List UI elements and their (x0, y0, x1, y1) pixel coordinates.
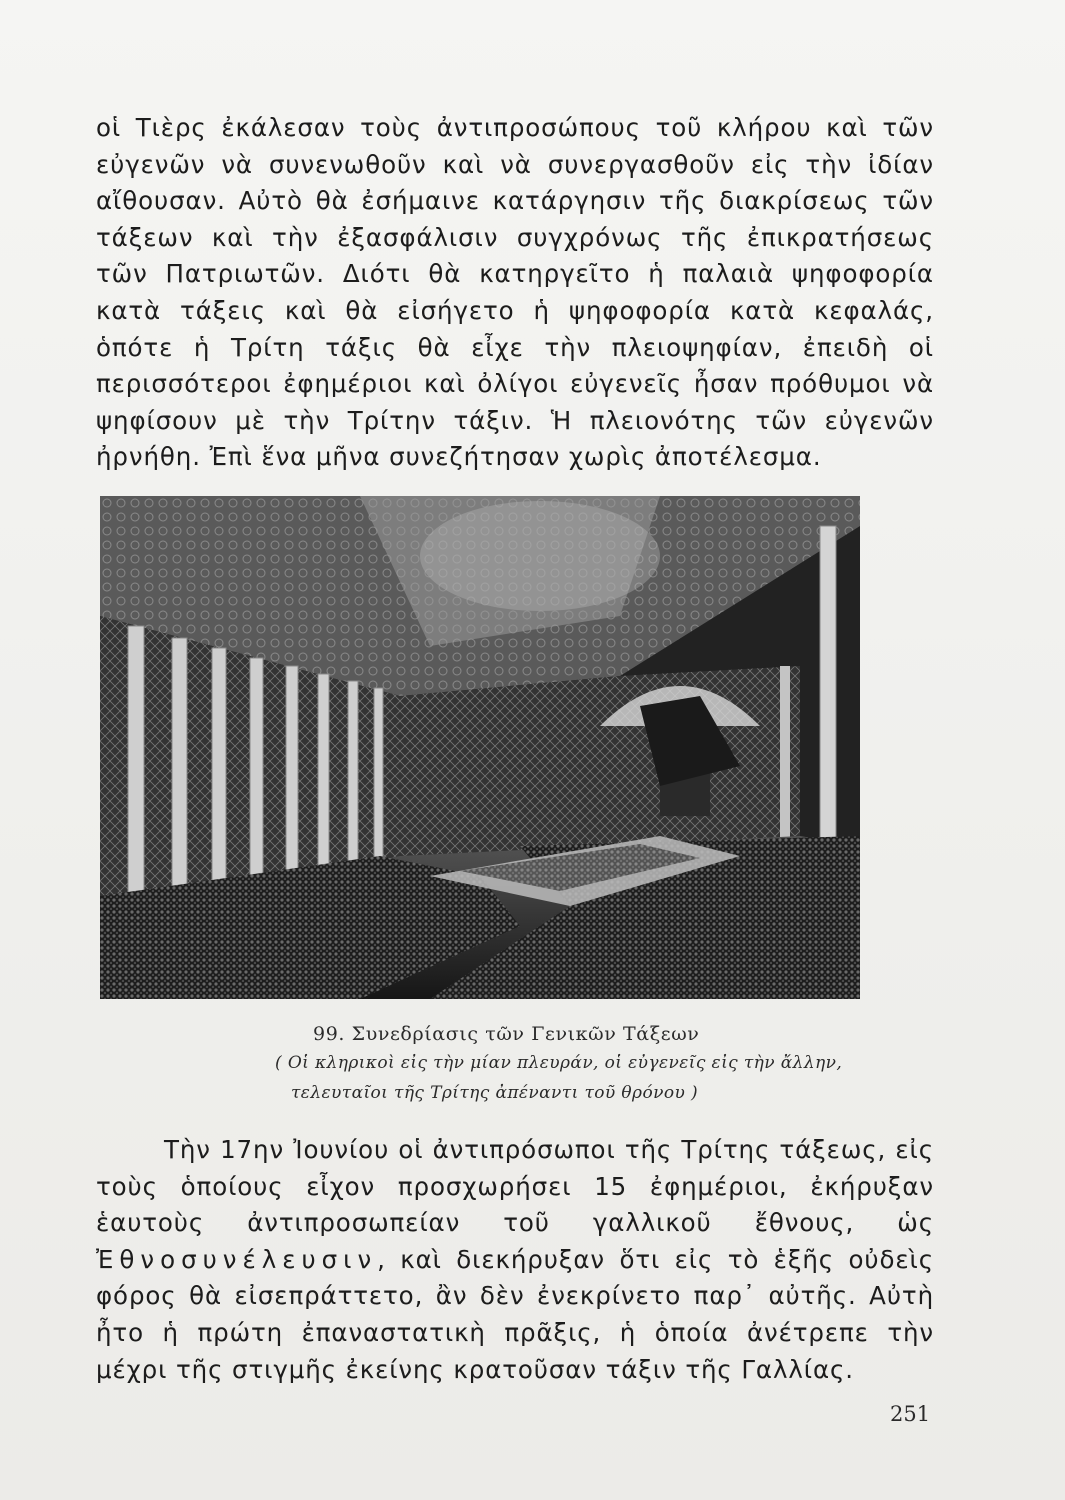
top-paragraph: οἱ Τιὲρς ἐκάλεσαν τοὺς ἀντιπροσώπους τοῦ κλήρου καὶ τῶν εὐγενῶν νὰ συνενωθοῦν καὶ νὰ συνεργασθοῦν εἰς τὴν ἰδίαν αἴθουσαν. Αὐτὸ θὰ ἐσήμαινε κατάργησιν τῆς διακρίσεως τῶν τάξεων καὶ τὴν ἐξασφάλισιν συγχρόνως τῆς ἐπικρατήσεως τῶν Πατριωτῶν. Διότι θὰ κατηργεῖτο ἡ παλαιὰ ψηφοφορία κατὰ τάξεις καὶ θὰ εἰσήγετο ἡ ψηφοφορία κατὰ κεφαλάς, ὁπότε ἡ Τρίτη τάξις θὰ εἶχε τὴν πλειοψηφίαν, ἐπειδὴ οἱ περισσότεροι ἐφημέριοι καὶ ὀλίγοι εὐγενεῖς ἦσαν πρόθυμοι νὰ ψηφίσουν μὲ τὴν Τρίτην τάξιν. Ἡ πλειονότης τῶν εὐγενῶν ἠρνήθη. Ἐπὶ ἕνα μῆνα συνεζήτησαν χωρὶς ἀποτέλεσμα. (96, 113, 934, 472)
bottom-paragraph-part-1: Τὴν 17ην Ἰουνίου οἱ ἀντιπρόσωποι τῆς Τρίτης τάξεως, εἰς τοὺς ὁποίους εἶχον προσχωρήσει 15 ἐφημέριοι, ἐκήρυξαν ἑαυτοὺς ἀντιπροσωπείαν τοῦ γαλλικοῦ ἔθνους, ὡς (96, 1135, 934, 1238)
emphasis-ethnosynelefsin: Ἐθνοσυνέλευσιν (96, 1244, 378, 1274)
figure-caption-line-2: τελευταῖοι τῆς Τρίτης ἀπέναντι τοῦ θρόνου ) (291, 1083, 699, 1103)
figure-caption-title: 99. Συνεδρίασις τῶν Γενικῶν Τάξεων (313, 1023, 700, 1045)
bottom-paragraph (96, 1132, 934, 1388)
assembly-hall-illustration (100, 496, 860, 999)
figure-caption-line-1: ( Οἱ κληρικοὶ εἰς τὴν μίαν πλευράν, οἱ εὐγενεῖς εἰς τὴν ἄλλην, (275, 1053, 843, 1073)
bottom-paragraph-part-2: , καὶ διεκήρυξαν ὅτι εἰς τὸ ἑξῆς οὐδεὶς φόρος θὰ εἰσεπράττετο, ἂν δὲν ἐνεκρίνετο παρ᾽ αὐτῆς. Αὐτὴ ἦτο ἡ πρώτη ἐπαναστατικὴ πρᾶξις, ἡ ὁποία ἀνέτρεπε τὴν μέχρι τῆς στιγμῆς ἐκείνης κρατοῦσαν τάξιν τῆς Γαλλίας. (96, 1244, 934, 1384)
page-number: 251 (890, 1402, 931, 1426)
engraving-estates-general (100, 496, 860, 999)
